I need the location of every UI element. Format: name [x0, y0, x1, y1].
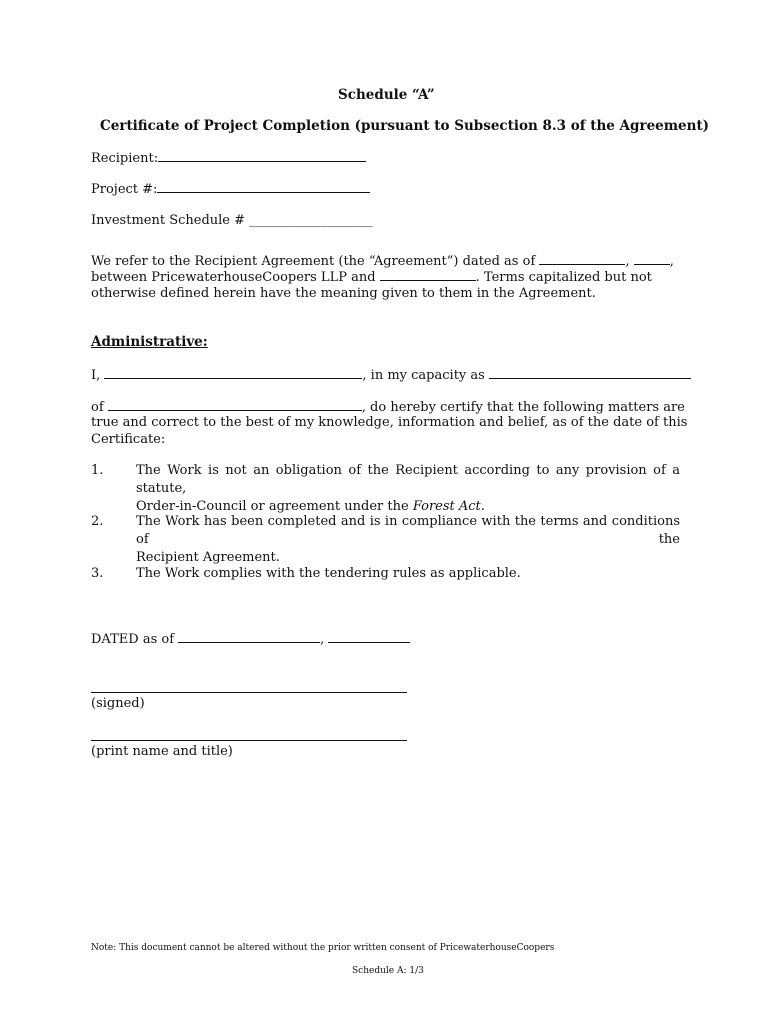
intro-comma-2: ,	[669, 254, 674, 269]
dated-day-blank[interactable]	[178, 630, 320, 643]
schedule-title: Schedule “A”	[338, 87, 435, 103]
item-2-text	[136, 513, 680, 567]
intro-text-1: We refer to the Recipient Agreement (the “Agreement”) dated as of	[91, 254, 536, 269]
organization-blank[interactable]	[108, 398, 362, 411]
item-1-text	[136, 462, 680, 516]
project-blank[interactable]	[157, 180, 370, 193]
item-3-number: 3.	[91, 566, 104, 581]
admin-capacity-text: , in my capacity as	[362, 368, 485, 383]
item-1-number: 1.	[91, 463, 104, 478]
forest-act-italic: Forest Act	[412, 499, 481, 514]
print-name-label: (print name and title)	[91, 744, 233, 759]
intro-line-2	[91, 268, 652, 286]
intro-text-2: between PricewaterhouseCoopers LLP and	[91, 270, 376, 285]
page-number: Schedule A: 1/3	[352, 966, 424, 976]
project-label: Project #:	[91, 182, 158, 197]
name-blank[interactable]	[104, 366, 362, 379]
dated-comma: ,	[320, 632, 325, 647]
admin-certify-text: , do hereby certify that the following matters are	[361, 400, 685, 415]
item-1-line-a: The Work is not an obligation of the Recipient according to any provision of a statute,	[136, 463, 680, 496]
item-1-period: .	[480, 499, 485, 514]
item-2-line-b: Recipient Agreement.	[136, 550, 280, 565]
item-2-number: 2.	[91, 514, 104, 529]
admin-i-label: I,	[91, 368, 101, 383]
intro-text-3: . Terms capitalized but not	[475, 270, 652, 285]
print-name-line[interactable]	[91, 740, 407, 741]
dated-line	[91, 630, 410, 648]
capacity-blank[interactable]	[489, 366, 691, 379]
party-name-blank[interactable]	[380, 268, 476, 281]
dated-year-blank[interactable]	[328, 630, 410, 643]
recipient-field	[91, 149, 366, 167]
item-2-line-a: The Work has been completed and is in compliance with the terms and conditions of the	[136, 514, 680, 547]
agreement-date-blank[interactable]	[539, 252, 625, 265]
dated-label: DATED as of	[91, 632, 175, 647]
recipient-label: Recipient:	[91, 151, 159, 166]
recipient-blank[interactable]	[158, 149, 366, 162]
agreement-year-blank[interactable]	[634, 252, 670, 265]
project-field	[91, 180, 370, 198]
intro-comma-1: ,	[625, 254, 630, 269]
administrative-heading: Administrative:	[91, 334, 208, 350]
signature-line[interactable]	[91, 692, 407, 693]
certificate-title: Certificate of Project Completion (pursuant to Subsection 8.3 of the Agreement)	[100, 118, 710, 134]
item-3-text: The Work complies with the tendering rules as applicable.	[136, 566, 521, 581]
investment-field: Investment Schedule # ___________________	[91, 213, 373, 228]
admin-line-4: Certificate:	[91, 432, 166, 447]
admin-of-label: of	[91, 400, 104, 415]
signed-label: (signed)	[91, 696, 145, 711]
item-1-text-b: Order-in-Council or agreement under the	[136, 499, 409, 514]
admin-line-3: true and correct to the best of my knowledge, information and belief, as of the date of this	[91, 415, 688, 430]
footer-note: Note: This document cannot be altered without the prior written consent of PricewaterhouseCoopers	[91, 943, 555, 953]
intro-line-3: otherwise defined herein have the meaning given to them in the Agreement.	[91, 286, 596, 301]
admin-line-1	[91, 366, 691, 384]
